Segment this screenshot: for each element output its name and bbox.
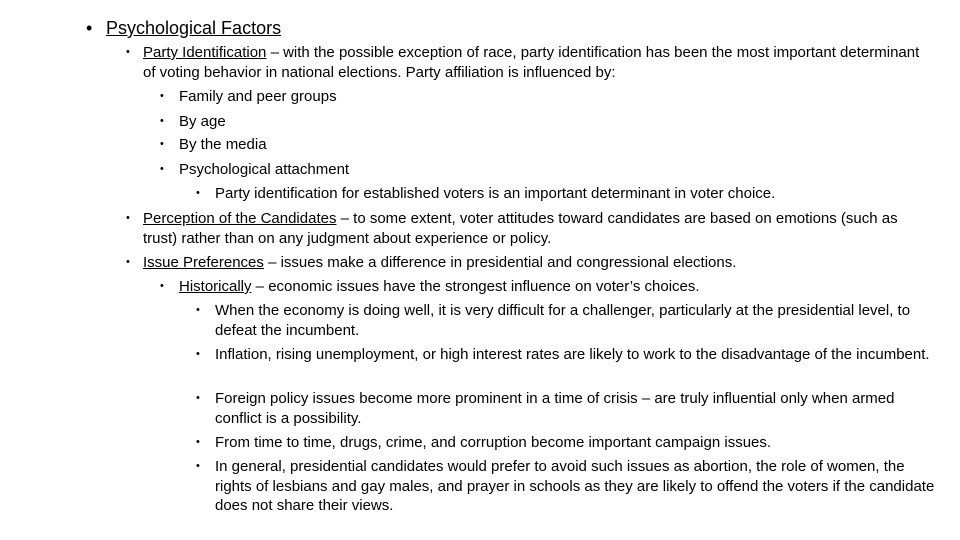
party-identification-description: – with the possible exception of race, party identification has been the most important determinant of voting behavior in national elections. Party affiliation is influenced by: [143, 44, 920, 81]
issue-point-text: Inflation, rising unemployment, or high interest rates are likely to work to the disadvantage of the incumbent. [215, 346, 930, 363]
bullet: • [196, 304, 200, 316]
heading-text: Psychological Factors [106, 18, 282, 38]
issue-point-text: In general, presidential candidates would prefer to avoid such issues as abortion, the role of women, the rights of lesbians and gay males, and prayer in schools as they are likely to offend the voters if the candidate does not share their views. [215, 458, 935, 514]
influence-text: Family and peer groups [179, 88, 337, 105]
issue-preferences-term: Issue Preferences [143, 254, 264, 271]
party-identification-term: Party Identification [143, 44, 267, 61]
bullet: • [160, 115, 164, 127]
issue-point-text: From time to time, drugs, crime, and corruption become important campaign issues. [215, 434, 772, 451]
candidates-item [126, 209, 926, 248]
bullet: • [196, 392, 200, 404]
bullet: • [160, 90, 164, 102]
candidates-text [143, 209, 926, 248]
bullet: • [196, 187, 200, 199]
bullet: • [196, 348, 200, 360]
historically-text [179, 277, 930, 297]
issue-point-item [196, 457, 936, 516]
party-identification-item [126, 43, 926, 82]
influence-item [160, 87, 920, 107]
influence-text: Psychological attachment [179, 161, 350, 178]
bullet: • [160, 163, 164, 175]
issue-preferences-item [126, 253, 926, 273]
issue-point-item [196, 301, 936, 340]
issue-point-text: Foreign policy issues become more prominent in a time of crisis – are truly influential only when armed conflict is a possibility. [215, 390, 895, 427]
issue-preferences-description: – issues make a difference in presidential and congressional elections. [263, 254, 737, 271]
influence-text: By age [179, 113, 226, 130]
issue-point-item [196, 389, 936, 428]
influence-item [160, 160, 920, 180]
influence-item [160, 112, 920, 132]
issue-preferences-text [143, 253, 926, 273]
issue-point-text: When the economy is doing well, it is very difficult for a challenger, particularly at the presidential level, to defeat the incumbent. [215, 302, 911, 339]
historically-description: – economic issues have the strongest influence on voter’s choices. [251, 278, 700, 295]
heading-psychological-factors [86, 16, 946, 40]
historically-item [160, 277, 930, 297]
issue-point-item [196, 345, 936, 365]
influence-item [160, 135, 920, 155]
influence-text: By the media [179, 136, 267, 153]
historically-term: Historically [179, 278, 252, 295]
bullet: • [126, 212, 130, 224]
bullet: • [196, 436, 200, 448]
candidates-term: Perception of the Candidates [143, 210, 337, 227]
candidates-description: – to some extent, voter attitudes toward candidates are based on emotions (such as trust) rather than on any judgment about experience or policy. [143, 210, 898, 247]
party-identification-text [143, 43, 926, 82]
bullet: • [126, 256, 130, 268]
bullet: • [196, 460, 200, 472]
bullet: • [86, 18, 93, 38]
issue-point-item [196, 433, 936, 453]
bullet: • [126, 46, 130, 58]
attachment-note-text: Party identification for established voters is an important determinant in voter choice. [215, 185, 776, 202]
bullet: • [160, 280, 164, 292]
attachment-note-item [196, 184, 936, 204]
bullet: • [160, 138, 164, 150]
